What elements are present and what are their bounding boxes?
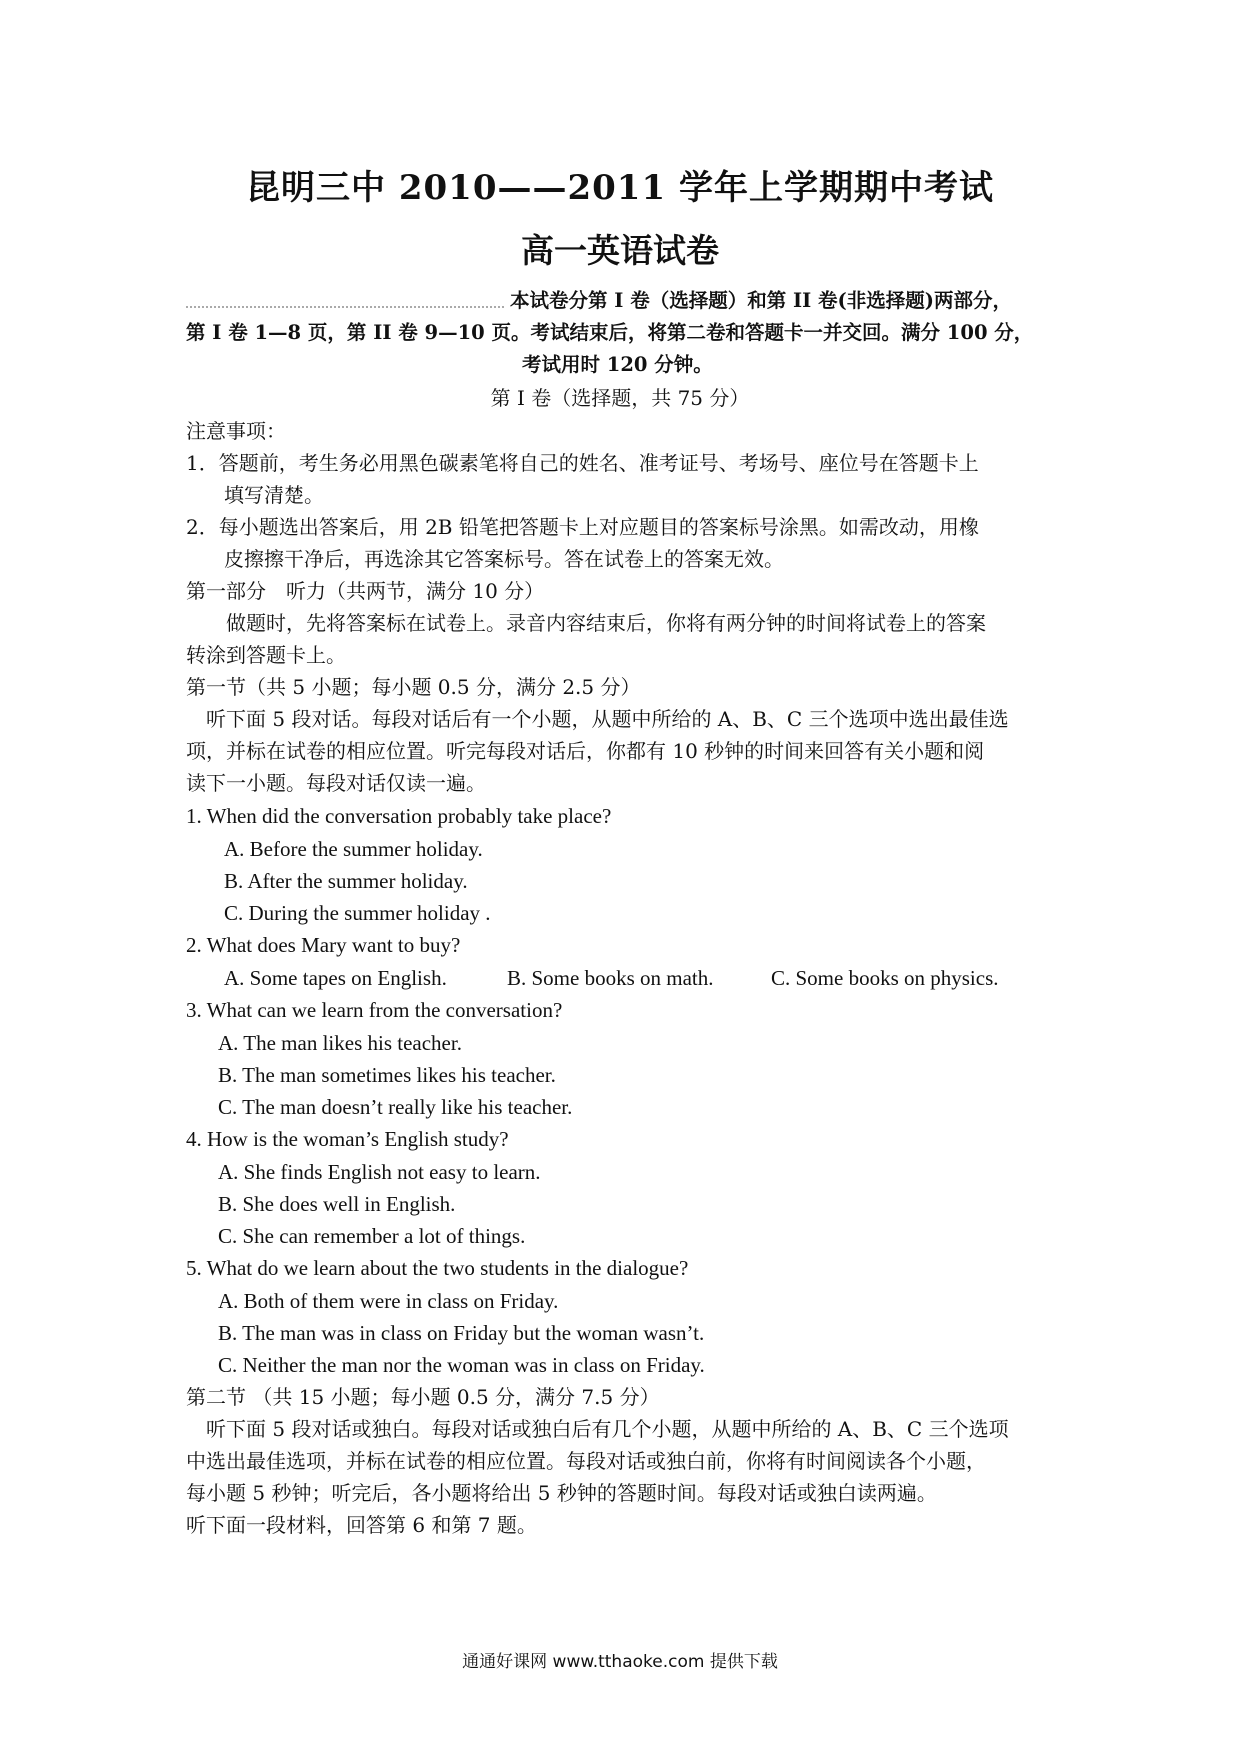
question-5-option-b: B. The man was in class on Friday but the woman wasn’t.: [218, 1321, 705, 1345]
question-2-option-c: C. Some books on physics.: [771, 966, 999, 990]
question-4-option-b: B. She does well in English.: [218, 1192, 456, 1216]
question-3-option-b: B. The man sometimes likes his teacher.: [218, 1063, 556, 1087]
download-footer: 通通好课网 www.tthaoke.com 提供下载: [462, 1652, 778, 1672]
question-4: 4. How is the woman’s English study?: [186, 1127, 509, 1151]
question-4-option-a: A. She finds English not easy to learn.: [218, 1160, 541, 1184]
part1-instruction-cont: 转涂到答题卡上。: [186, 643, 346, 667]
note-item-1-cont: 填写清楚。: [224, 483, 324, 507]
sec2-instruction-2: 中选出最佳选项，并标在试卷的相应位置。每段对话或独白前，你将有时间阅读各个小题，: [186, 1449, 986, 1473]
question-2: 2. What does Mary want to buy?: [186, 933, 461, 957]
intro-line-1: [186, 286, 1012, 316]
question-1-option-b: B. After the summer holiday.: [224, 869, 468, 893]
question-3: 3. What can we learn from the conversation?: [186, 998, 563, 1022]
question-3-option-c: C. The man doesn’t really like his teacher.: [218, 1095, 573, 1119]
question-1-option-c: C. During the summer holiday .: [224, 901, 491, 925]
notes-heading: 注意事项：: [186, 419, 286, 443]
question-3-option-a: A. The man likes his teacher.: [218, 1031, 462, 1055]
sec2-heading: 第二节 （共 15 小题；每小题 0.5 分，满分 7.5 分）: [186, 1385, 660, 1409]
sec2-instruction-3: 每小题 5 秒钟；听完后，各小题将给出 5 秒钟的答题时间。每段对话或独白读两遍。: [186, 1481, 937, 1505]
part1-heading: 第一部分 听力（共两节，满分 10 分）: [186, 579, 545, 603]
page-title: 昆明三中 2010——2011 学年上学期期中考试: [246, 168, 994, 208]
sec1-heading: 第一节（共 5 小题；每小题 0.5 分，满分 2.5 分）: [186, 675, 641, 699]
question-1-option-a: A. Before the summer holiday.: [224, 837, 483, 861]
sec2-instruction-1: 听下面 5 段对话或独白。每段对话或独白后有几个小题，从题中所给的 A、B、C 三个选项: [206, 1417, 1009, 1441]
note-item-1: 1．答题前，考生务必用黑色碳素笔将自己的姓名、准考证号、考场号、座位号在答题卡上: [186, 451, 979, 475]
section-heading: 第 I 卷（选择题，共 75 分）: [490, 386, 750, 410]
question-5-option-c: C. Neither the man nor the woman was in class on Friday.: [218, 1353, 705, 1377]
question-2-option-a: A. Some tapes on English.: [224, 966, 447, 990]
note-item-2-cont: 皮擦擦干净后，再选涂其它答案标号。答在试卷上的答案无效。: [224, 547, 784, 571]
sec1-instruction-3: 读下一小题。每段对话仅读一遍。: [186, 771, 486, 795]
intro-line-2: 第 I 卷 1—8 页，第 II 卷 9—10 页。考试结束后，将第二卷和答题卡一并交回。满分 100 分，: [186, 321, 1034, 344]
page-subtitle: 高一英语试卷: [521, 231, 719, 270]
sec1-instruction-2: 项，并标在试卷的相应位置。听完每段对话后，你都有 10 秒钟的时间来回答有关小题和阅: [186, 739, 985, 763]
intro-line-3: 考试用时 120 分钟。: [522, 353, 713, 376]
sec2-instruction-4: 听下面一段材料，回答第 6 和第 7 题。: [186, 1513, 537, 1537]
sec1-instruction-1: 听下面 5 段对话。每段对话后有一个小题，从题中所给的 A、B、C 三个选项中选出最佳选: [206, 707, 1009, 731]
dotted-leader: [186, 286, 504, 308]
intro-text-1: 本试卷分第 I 卷（选择题）和第 II 卷(非选择题)两部分，: [510, 289, 1012, 312]
question-4-option-c: C. She can remember a lot of things.: [218, 1224, 526, 1248]
question-5: 5. What do we learn about the two students in the dialogue?: [186, 1256, 689, 1280]
question-2-option-b: B. Some books on math.: [507, 966, 714, 990]
question-5-option-a: A. Both of them were in class on Friday.: [218, 1289, 559, 1313]
note-item-2: 2．每小题选出答案后，用 2B 铅笔把答题卡上对应题目的答案标号涂黑。如需改动，用橡: [186, 515, 979, 539]
part1-instruction: 做题时，先将答案标在试卷上。录音内容结束后，你将有两分钟的时间将试卷上的答案: [226, 611, 986, 635]
question-1: 1. When did the conversation probably take place?: [186, 804, 612, 828]
